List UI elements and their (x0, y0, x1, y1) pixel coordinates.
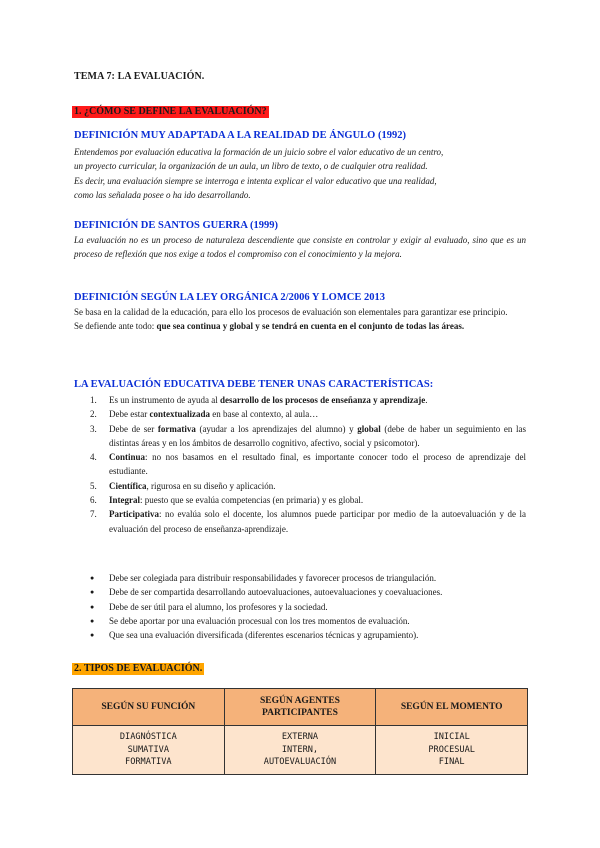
list-item: 4. Continua: no nos basamos en el resultado final, es importante conocer todo el proceso de aprendizaje del estudiante. (90, 452, 526, 477)
cell-funcion: DIAGNÓSTICA SUMATIVA FORMATIVA (73, 726, 225, 775)
bullet-icon: ● (90, 574, 95, 582)
list-item: 5. Científica, rigurosa en su diseño y aplicación. (90, 480, 276, 491)
table-row (73, 726, 528, 775)
list-item: 6. Integral: puesto que se evalúa competencias (en primaria) y es global. (90, 495, 364, 506)
characteristics-list (90, 393, 526, 536)
list-item: ● Debe de ser compartida desarrollando autoevaluaciones, autoevaluaciones y coevaluaciones. (90, 585, 526, 599)
def2-text: La evaluación no es un proceso de naturaleza descendiente que consiste en controlar y exigir al evaluado, sino que es un proceso de reflexión que nos exige a todos el compromiso con el conocimiento y la mejora. (74, 235, 526, 260)
header-momento: SEGÚN EL MOMENTO (376, 689, 528, 726)
bullet-icon: ● (90, 616, 95, 625)
def3-text: Se basa en la calidad de la educación, para ello los procesos de evaluación son elementales para garantizar ese principio. Se defiende ante todo: que sea continua y global y se tendrá en cuenta en el conjunto de todas las áreas. (74, 305, 526, 334)
header-funcion: SEGÚN SU FUNCIÓN (73, 689, 225, 726)
page-title: TEMA 7: LA EVALUACIÓN. (74, 71, 205, 82)
table-header-row (73, 689, 528, 726)
cell-momento: INICIAL PROCESUAL FINAL (376, 726, 528, 775)
def1-heading: DEFINICIÓN MUY ADAPTADA A LA REALIDAD DE ÁNGULO (1992) (74, 130, 406, 141)
section-1-heading: 1. ¿CÓMO SE DEFINE LA EVALUACIÓN? (74, 106, 267, 117)
list-item: 7. Participativa: no evalúa solo el docente, los alumnos puede participar por medio de la autoevaluación y de la evaluación del proceso de enseñanza-aprendizaje. (90, 509, 526, 534)
def3-heading: DEFINICIÓN SEGÚN LA LEY ORGÁNICA 2/2006 Y LOMCE 2013 (74, 292, 385, 303)
section-2-heading: 2. TIPOS DE EVALUACIÓN. (74, 663, 203, 674)
def1-text: Entendemos por evaluación educativa la formación de un juicio sobre el valor educativo de un centro, un proyecto curricular, la organización de un aula, un libro de texto, o de cualquier otra realidad. Es decir, una evaluación siempre se interroga e intenta explicar el valor educativo que una realidad, como las señalada posee o ha ido desarrollando. (74, 147, 444, 200)
list-item: ● Se debe aportar por una evaluación procesual con los tres momentos de evaluación. (90, 614, 526, 628)
characteristics-heading: LA EVALUACIÓN EDUCATIVA DEBE TENER UNAS CARACTERÍSTICAS: (74, 379, 434, 390)
bullet-icon: ● (90, 631, 95, 640)
list-item: 3. Debe de ser formativa (ayudar a los aprendizajes del alumno) y global (debe de haber un seguimiento en las distintas áreas y en los ámbitos de desarrollo cognitivo, afectivo, social y psicomotor). (90, 423, 526, 448)
evaluation-types-table (72, 688, 528, 775)
header-agentes: SEGÚN AGENTES PARTICIPANTES (224, 689, 376, 726)
list-item: ● Que sea una evaluación diversificada (diferentes escenarios técnicas y agrupamiento). (90, 628, 526, 642)
cell-agentes: EXTERNA INTERN, AUTOEVALUACIÓN (224, 726, 376, 775)
list-item: ● Debe de ser útil para el alumno, los profesores y la sociedad. (90, 600, 526, 614)
list-item: ● Debe ser colegiada para distribuir responsabilidades y favorecer procesos de triangulación. (90, 571, 526, 585)
def2-heading: DEFINICIÓN DE SANTOS GUERRA (1999) (74, 220, 279, 231)
bullet-list (90, 571, 526, 642)
bullet-icon: ● (90, 602, 95, 611)
bullet-icon: ● (90, 588, 95, 597)
list-item: 2. Debe estar contextualizada en base al contexto, al aula… (90, 409, 319, 420)
def3-emphasis: Se defiende ante todo: que sea continua y global y se tendrá en cuenta en el conjunto de todas las áreas. (74, 321, 465, 332)
list-item: 1. Es un instrumento de ayuda al desarrollo de los procesos de enseñanza y aprendizaje. (90, 395, 428, 405)
